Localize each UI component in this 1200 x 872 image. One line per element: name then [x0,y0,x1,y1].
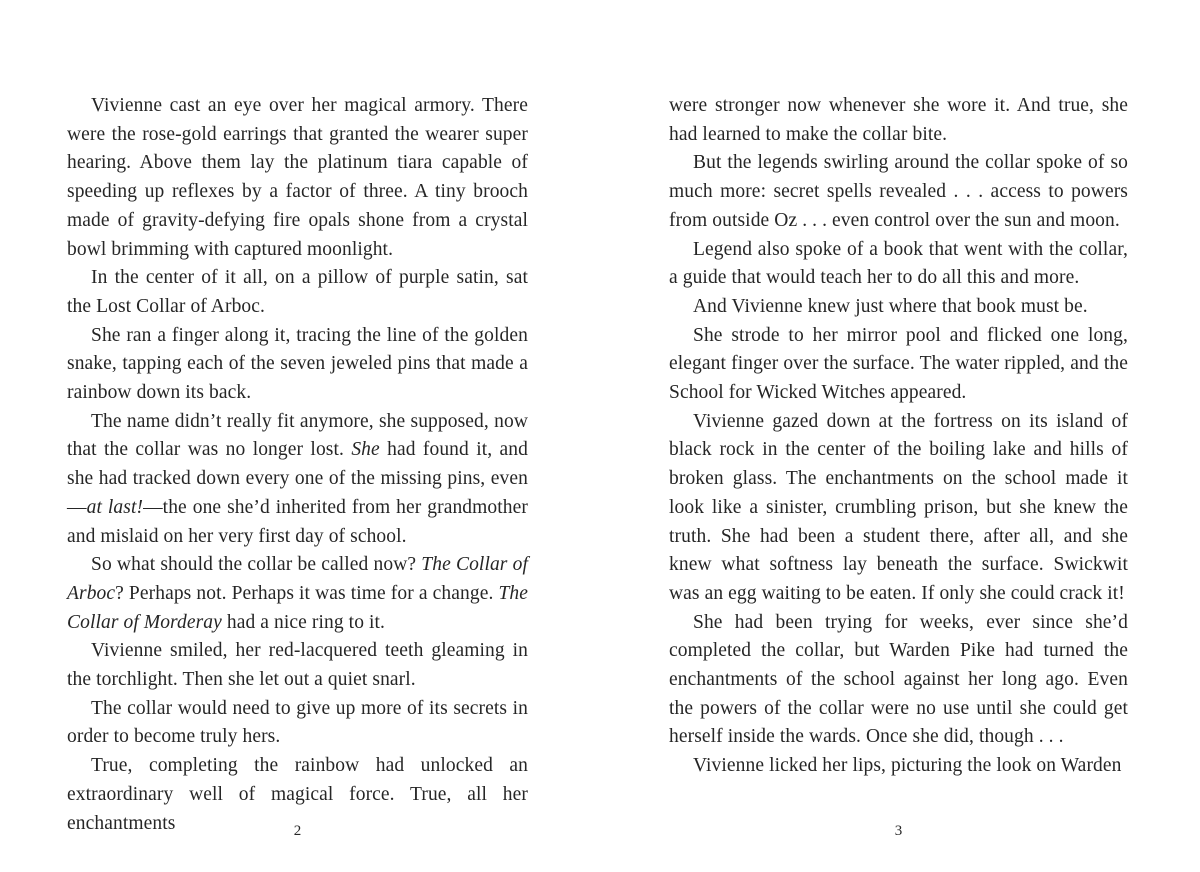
italic-text: She [351,439,380,461]
body-text: had a nice ring to it. [221,611,386,633]
page-number-left: 2 [293,823,302,839]
paragraph [67,695,528,752]
body-text: She strode to her mirror pool and flicked one long, elegant finger over the surface. The water rippled, and the School for Wicked Witches appeared. [669,324,1128,404]
paragraph [669,149,1128,235]
paragraph [67,637,528,694]
body-text: Vivienne licked her lips, picturing the look on Warden [693,755,1122,777]
body-text: Vivienne cast an eye over her magical armory. There were the rose-gold earrings that granted the wearer super hearing. Above them lay the platinum tiara capable of speeding up reflexes by a factor of three. A tiny brooch made of gravity-defying fire opals shone from a crystal bowl brimming with captured moonlight. [67,95,528,260]
body-text: had found it, and she had tracked down every one of the missing pins, even— [67,439,528,518]
body-text: were stronger now whenever she wore it. And true, she had learned to make the collar bite. [669,95,1128,145]
paragraph [67,264,528,321]
paragraph [67,408,528,552]
page-right [669,0,1128,872]
body-text: Vivienne smiled, her red-lacquered teeth gleaming in the torchlight. Then she let out a quiet snarl. [67,640,528,691]
paragraph [669,92,1128,149]
body-text: In the center of it all, on a pillow of purple satin, sat the Lost Collar of Arboc. [67,267,528,317]
body-text: —the one she’d inherited from her grandmother and mislaid on her very first day of school. [67,496,528,547]
paragraph [669,322,1128,408]
body-text: ? Perhaps not. Perhaps it was time for a change. [115,582,499,604]
body-text: The name didn’t really fit anymore, she supposed, now that the collar was no longer lost. [67,410,528,461]
page-left-text [67,0,528,838]
paragraph [67,551,528,637]
paragraph [67,92,528,264]
paragraph [669,408,1128,609]
body-text: She ran a finger along it, tracing the line of the golden snake, tapping each of the seven jeweled pins that made a rainbow down its back. [67,324,528,404]
page-number-right: 3 [894,823,903,839]
page-right-text [669,0,1128,781]
body-text: Vivienne gazed down at the fortress on its island of black rock in the center of the boiling lake and hills of broken glass. The enchantments on the school made it look like a sinister, crumbling prison, but she knew the truth. She had been a student there, after all, and she knew what softness lay beneath the surface. Swickwit was an egg waiting to be eaten. If only she could crack it! [669,410,1128,604]
body-text: And Vivienne knew just where that book must be. [693,295,1088,317]
paragraph [669,609,1128,753]
italic-text: The Collar of Arboc [67,554,528,604]
paragraph [67,322,528,408]
paragraph [669,236,1128,293]
body-text: But the legends swirling around the collar spoke of so much more: secret spells revealed . . . access to powers from outside Oz . . . even control over the sun and moon. [669,152,1128,231]
body-text: The collar would need to give up more of its secrets in order to become truly hers. [67,697,528,748]
page-left [67,0,528,872]
paragraph [669,293,1128,322]
body-text: Legend also spoke of a book that went with the collar, a guide that would teach her to do all this and more. [669,238,1128,289]
body-text: She had been trying for weeks, ever since she’d completed the collar, but Warden Pike had turned the enchantments of the school against her long ago. Even the powers of the collar were no use until she could get herself inside the wards. Once she did, though . . . [669,611,1128,748]
body-text: True, completing the rainbow had unlocked an extraordinary well of magical force. True, all her enchantments [67,755,528,834]
italic-text: The Collar of Morderay [67,582,528,633]
paragraph [669,752,1128,781]
italic-text: at last! [86,496,144,518]
body-text: So what should the collar be called now? [91,554,422,576]
